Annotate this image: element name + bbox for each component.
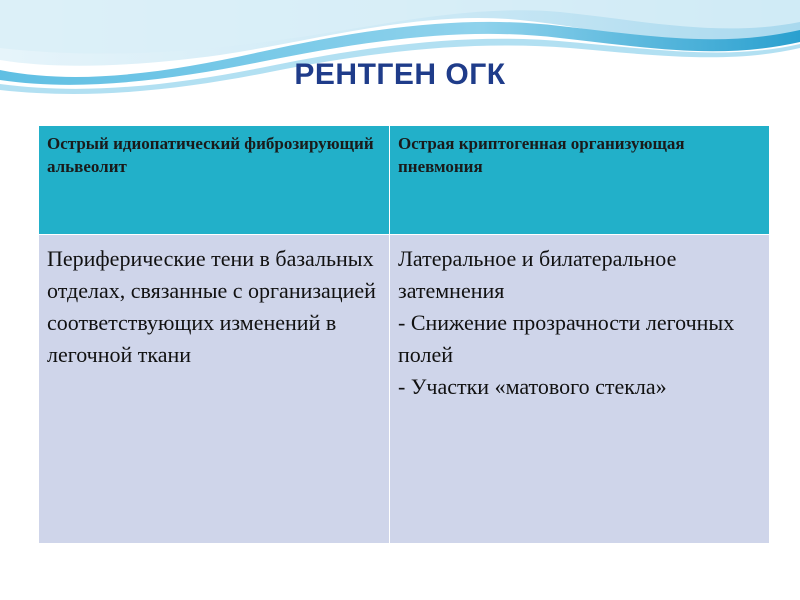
header-cell-afia: Острый идиопатический фиброзирующий альвеолит xyxy=(39,126,390,235)
finding-line: - Участки «матового стекла» xyxy=(398,374,667,399)
table-header-row xyxy=(39,126,770,235)
table-row xyxy=(39,235,770,544)
cell-cop-findings xyxy=(390,235,770,544)
slide-title: РЕНТГЕН ОГК xyxy=(294,58,506,91)
header-cell-cop: Острая криптогенная организующая пневмония xyxy=(390,126,770,235)
cell-afia-findings: Периферические тени в базальных отделах, связанные с организацией соответствующих изменений в легочной ткани xyxy=(39,235,390,544)
comparison-table xyxy=(38,125,770,544)
finding-line: - Снижение прозрачности легочных полей xyxy=(398,310,735,367)
finding-line: Латеральное и билатеральное затемнения xyxy=(398,246,677,303)
